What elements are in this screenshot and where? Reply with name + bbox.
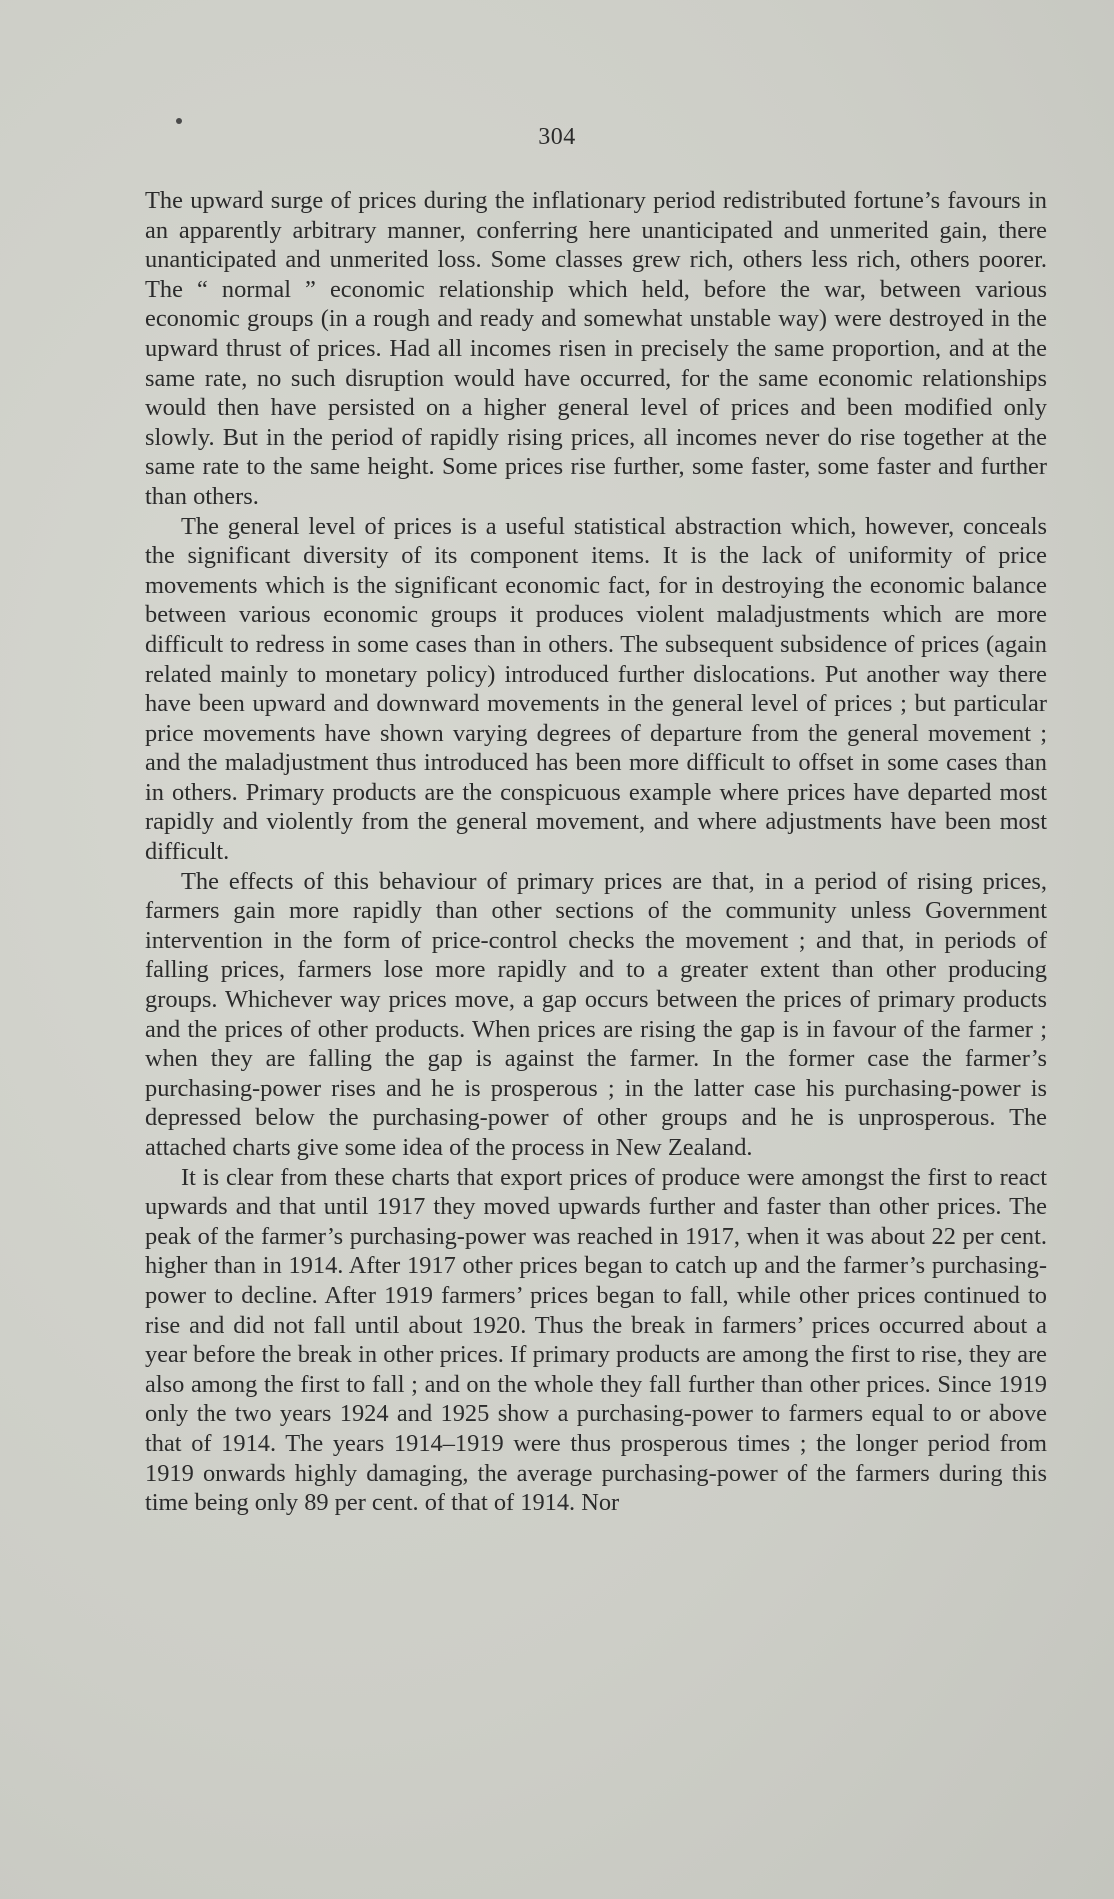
body-text — [145, 186, 1047, 1518]
paragraph-1: The upward surge of prices during the inflationary period redistributed fortune’s favours in an apparently arbitrary manner, conferring here unanticipated and unmerited gain, there unanticipated and unmerited loss. Some classes grew rich, others less rich, others poorer. The “ normal ” economic relationship which held, before the war, between various economic groups (in a rough and ready and somewhat unstable way) were destroyed in the upward thrust of prices. Had all incomes risen in precisely the same proportion, and at the same rate, no such disruption would have occurred, for the same economic relationships would then have persisted on a higher general level of prices and been modified only slowly. But in the period of rapidly rising prices, all incomes never do rise together at the same rate to the same height. Some prices rise further, some faster, some faster and further than others. — [145, 187, 1047, 510]
page-number: 304 — [538, 124, 576, 150]
paragraph-3: The effects of this behaviour of primary prices are that, in a period of rising prices, farmers gain more rapidly than other sections of the community unless Government intervention in the form of price-control checks the movement ; and that, in periods of falling prices, farmers lose more rapidly and to a greater extent than other producing groups. Whichever way prices move, a gap occurs between the prices of primary products and the prices of other products. When prices are rising the gap is in favour of the farmer ; when they are falling the gap is against the farmer. In the former case the farmer’s purchasing-power rises and he is prosperous ; in the latter case his purchasing-power is depressed below the purchasing-power of other groups and he is unprosperous. The attached charts give some idea of the process in New Zealand. — [145, 867, 1047, 1161]
paragraph-4: It is clear from these charts that export prices of produce were amongst the first to react upwards and that until 1917 they moved upwards further and faster than other prices. The peak of the farmer’s purchasing-power was reached in 1917, when it was about 22 per cent. higher than in 1914. After 1917 other prices began to catch up and the farmer’s purchasing-power to decline. After 1919 farmers’ prices began to fall, while other prices continued to rise and did not fall until about 1920. Thus the break in farmers’ prices occurred about a year before the break in other prices. If primary products are among the first to rise, they are also among the first to fall ; and on the whole they fall further than other prices. Since 1919 only the two years 1924 and 1925 show a purchasing-power to farmers equal to or above that of 1914. The years 1914–1919 were thus prosperous times ; the longer period from 1919 onwards highly damaging, the average purchasing-power of the farmers during this time being only 89 per cent. of that of 1914. Nor — [145, 1163, 1047, 1517]
paragraph-2: The general level of prices is a useful statistical abstraction which, however, conceals the significant diversity of its component items. It is the lack of uniformity of price movements which is the significant economic fact, for in destroying the economic balance between various economic groups it produces violent maladjustments which are more difficult to redress in some cases than in others. The subsequent subsidence of prices (again related mainly to monetary policy) introduced further dislocations. Put another way there have been upward and downward movements in the general level of prices ; but particular price movements have shown varying degrees of departure from the general movement ; and the maladjustment thus introduced has been more difficult to offset in some cases than in others. Primary products are the conspicuous example where prices have departed most rapidly and violently from the general movement, and where adjustments have been most difficult. — [145, 512, 1047, 866]
